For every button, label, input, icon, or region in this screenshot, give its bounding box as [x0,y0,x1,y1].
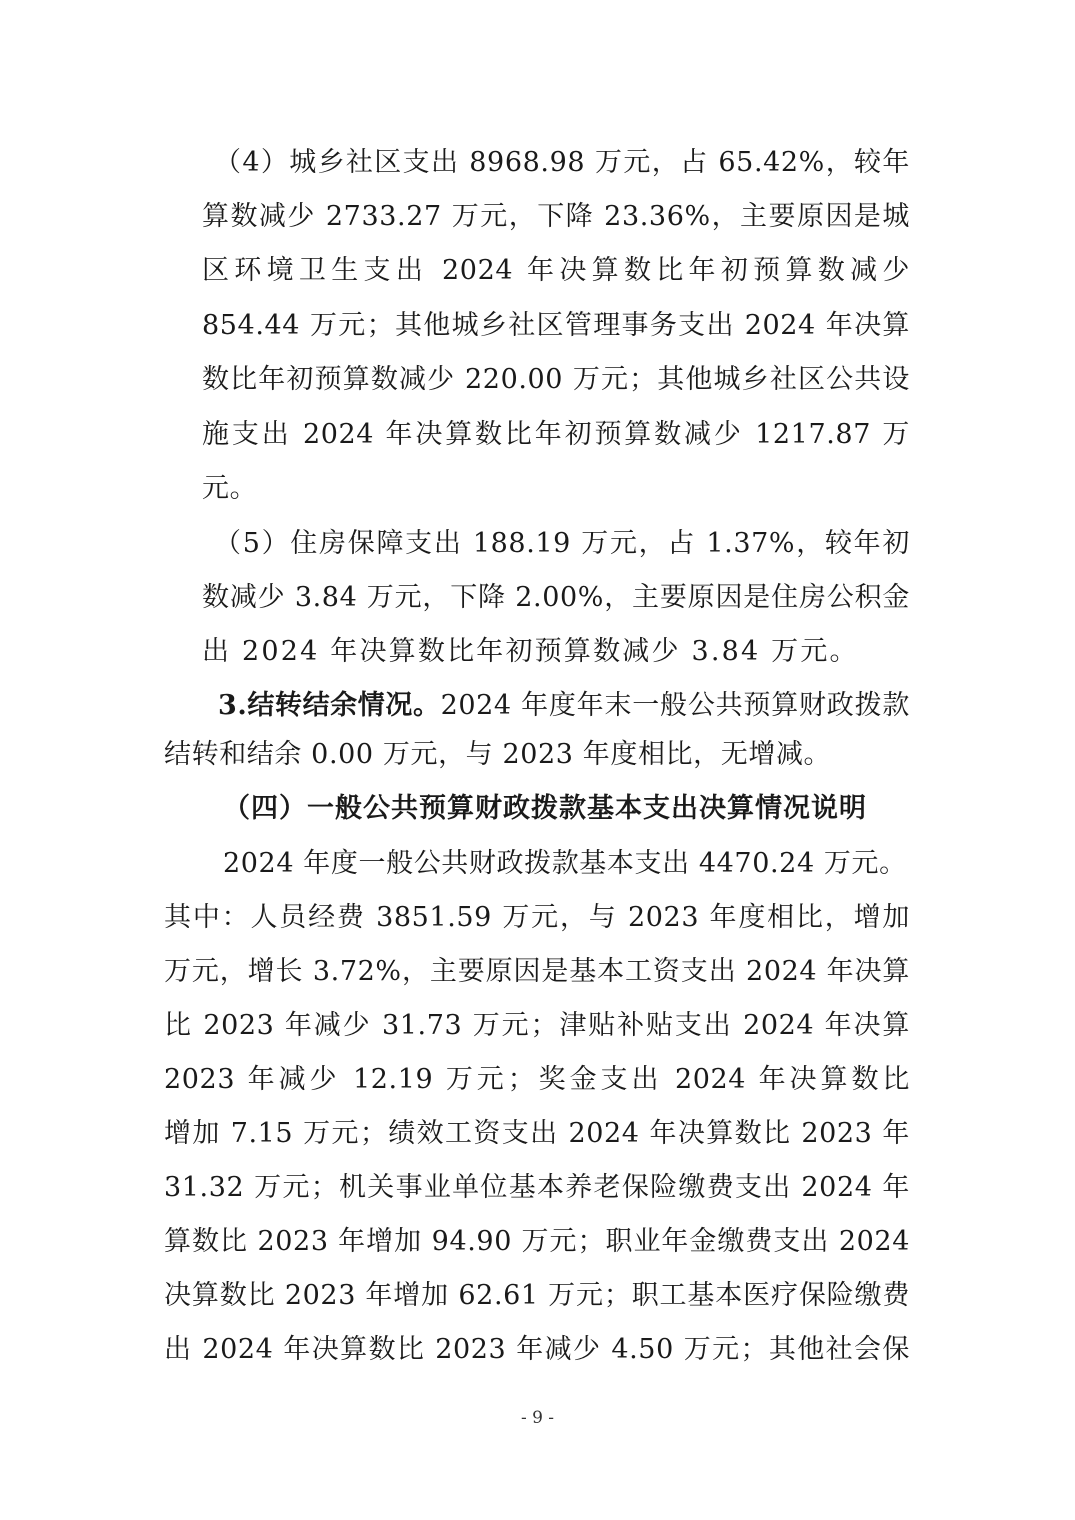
text-line: 结转和结余 0.00 万元，与 2023 年度相比，无增减。 [164,739,832,770]
text-line: 出 2024 年决算数比年初预算数减少 3.84 万元。 [202,636,859,667]
text-line: 数比年初预算数减少 220.00 万元；其他城乡社区公共设 [202,364,910,395]
text-line: 算数减少 2733.27 万元，下降 23.36%，主要原因是城 [202,201,910,232]
text-line: （4）城乡社区支出 8968.98 万元，占 65.42%，较年 [214,147,910,178]
text-line: 2023 年减少 12.19 万元；奖金支出 2024 年决算数比 [164,1064,910,1095]
text-line: 算数比 2023 年增加 94.90 万元；职业年金缴费支出 2024 [164,1226,910,1257]
text-line: 854.44 万元；其他城乡社区管理事务支出 2024 年决算 [202,310,910,341]
text-line: 数减少 3.84 万元，下降 2.00%，主要原因是住房公积金 [202,582,910,613]
text-line: 比 2023 年减少 31.73 万元；津贴补贴支出 2024 年决算 [164,1010,910,1041]
text-line: 出 2024 年决算数比 2023 年减少 4.50 万元；其他社会保 [164,1334,910,1365]
text-line: 决算数比 2023 年增加 62.61 万元；职工基本医疗保险缴费 [164,1280,910,1311]
text-line: 31.32 万元；机关事业单位基本养老保险缴费支出 2024 年 [164,1172,910,1203]
section-title: （四）一般公共预算财政拨款基本支出决算情况说明 [223,793,867,824]
text-line: 增加 7.15 万元；绩效工资支出 2024 年决算数比 2023 年 [164,1118,910,1149]
text-line [218,689,910,723]
carryover-line1-text: 2024 年度年末一般公共预算财政拨款 [440,690,910,721]
text-line: 施支出 2024 年决算数比年初预算数减少 1217.87 万 [202,419,910,450]
carryover-heading: 3.结转结余情况。 [218,690,441,721]
text-line: 区环境卫生支出 2024 年决算数比年初预算数减少 [202,255,910,286]
page-number: - 9 - [520,1408,555,1428]
text-line: 万元，增长 3.72%，主要原因是基本工资支出 2024 年决算 [164,956,910,987]
text-line: 元。 [202,473,258,504]
text-line: 其中：人员经费 3851.59 万元，与 2023 年度相比，增加 [164,902,910,933]
text-line: （5）住房保障支出 188.19 万元，占 1.37%，较年初 [214,528,910,559]
text-line: 2024 年度一般公共财政拨款基本支出 4470.24 万元。 [223,848,907,879]
